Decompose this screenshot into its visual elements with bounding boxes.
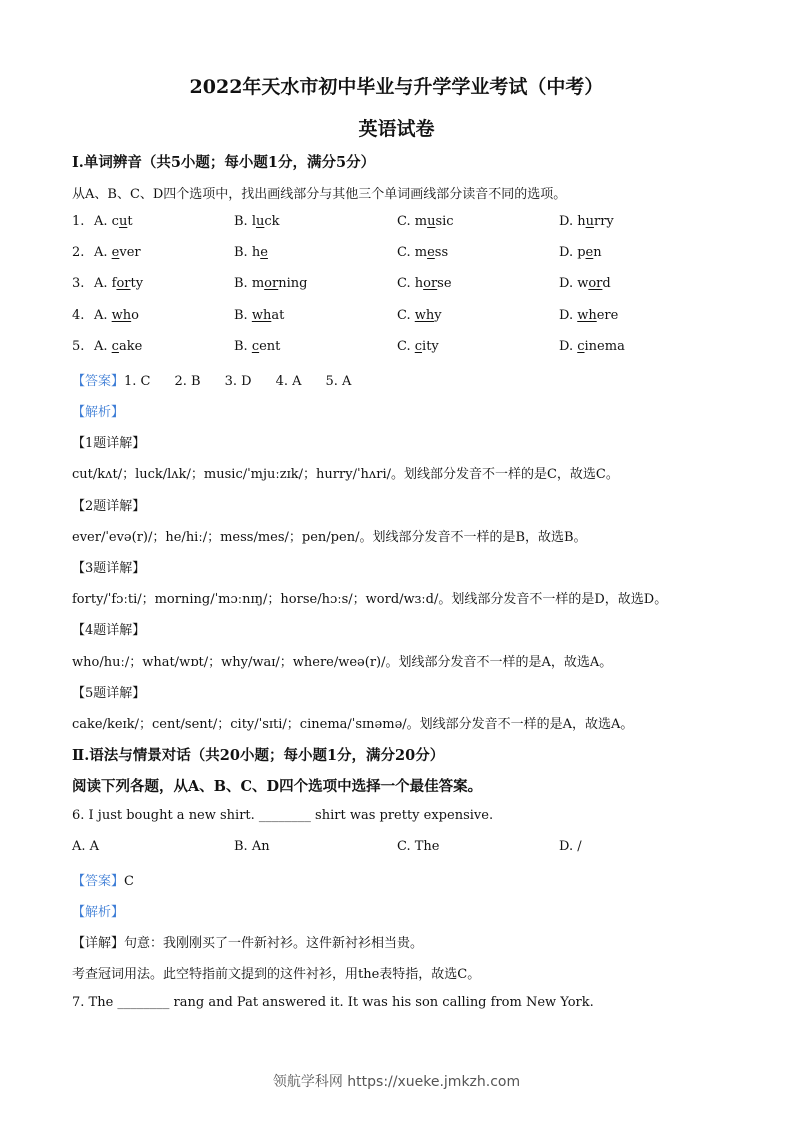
- option-c: [397, 276, 452, 291]
- option-text: o: [131, 308, 139, 323]
- option-b: [234, 308, 284, 323]
- option-text: at: [271, 308, 285, 323]
- option-d: D. /: [559, 839, 582, 854]
- option-text: se: [437, 276, 452, 291]
- option-a: [94, 339, 142, 354]
- option-c: [397, 214, 454, 229]
- option-c: [397, 308, 442, 323]
- option-text: A.: [94, 308, 112, 323]
- detail-label: 【3题详解】: [72, 561, 146, 576]
- answer-item: 2. B: [174, 374, 201, 389]
- underlined-letters: e: [260, 245, 268, 260]
- section2-heading: Ⅱ.语法与情景对话（共20小题；每小题1分，满分20分）: [72, 747, 445, 764]
- detail-text: cake/keɪk/；cent/sent/；city/ˈsɪti/；cinema/ˈsɪnəmə/。划线部分发音不一样的是A，故选A。: [72, 717, 634, 732]
- option-d: [559, 245, 602, 260]
- page-subtitle: 英语试卷: [358, 118, 435, 140]
- option-text: B. l: [234, 214, 256, 229]
- option-text: B. m: [234, 276, 265, 291]
- underlined-letters: or: [423, 276, 438, 291]
- underlined-letters: u: [118, 214, 128, 229]
- option-text: rry: [593, 214, 614, 229]
- option-b: [234, 245, 268, 260]
- detail-text: ever/ˈevə(r)/；he/hiː/；mess/mes/；pen/pen/。划线部分发音不一样的是B，故选B。: [72, 530, 587, 545]
- q6-detail-line: [72, 932, 423, 951]
- option-text: C. h: [397, 276, 424, 291]
- question-number: 3.: [72, 276, 85, 291]
- option-a: [94, 245, 141, 260]
- section1-heading: Ⅰ.单词辨音（共5小题；每小题1分，满分5分）: [72, 154, 376, 171]
- question-number: 2.: [72, 245, 85, 260]
- analysis-label: 【解析】: [72, 405, 125, 420]
- detail-label: 【2题详解】: [72, 499, 146, 514]
- option-text: d: [602, 276, 611, 291]
- underlined-letters: u: [585, 214, 594, 229]
- underlined-letters: wh: [414, 308, 435, 323]
- detail-label: 【5题详解】: [72, 686, 146, 701]
- option-text: inema: [584, 339, 625, 354]
- option-text: A.: [94, 245, 112, 260]
- underlined-letters: u: [427, 214, 436, 229]
- option-text: B.: [234, 308, 252, 323]
- option-text: C.: [397, 308, 415, 323]
- underlined-letters: e: [427, 245, 435, 260]
- option-text: D.: [559, 339, 578, 354]
- question-7-stem: 7. The ________ rang and Pat answered it. It was his son calling from New York.: [72, 995, 594, 1010]
- option-text: ck: [264, 214, 280, 229]
- option-text: y: [434, 308, 442, 323]
- option-text: C. m: [397, 245, 428, 260]
- answer-item: 1. C: [124, 374, 151, 389]
- underlined-letters: e: [585, 245, 594, 260]
- detail-label: 【4题详解】: [72, 623, 146, 638]
- option-text: B. h: [234, 245, 261, 260]
- option-d: [559, 308, 618, 323]
- answer-label: 【答案】: [72, 374, 125, 389]
- underlined-letters: or: [588, 276, 603, 291]
- option-a: [94, 214, 133, 229]
- option-b: [234, 276, 307, 291]
- answer-line: [72, 370, 351, 389]
- option-text: D. h: [559, 214, 586, 229]
- section2-instruction: 阅读下列各题，从A、B、C、D四个选项中选择一个最佳答案。: [72, 778, 483, 795]
- option-c: [397, 339, 439, 354]
- option-a: A. A: [72, 839, 100, 854]
- option-c: [397, 245, 448, 260]
- underlined-letters: or: [116, 276, 131, 291]
- option-text: n: [593, 245, 602, 260]
- option-text: ity: [422, 339, 439, 354]
- underlined-letters: wh: [251, 308, 272, 323]
- question-number: 1.: [72, 214, 85, 229]
- q6-explanation: 考查冠词用法。此空特指前文提到的这件衬衫，用the表特指，故选C。: [72, 967, 481, 982]
- option-text: A. c: [94, 214, 119, 229]
- footer-watermark: 领航学科网 https://xueke.jmkzh.com: [272, 1074, 521, 1090]
- answer-value: C: [124, 874, 134, 889]
- underlined-letters: or: [264, 276, 279, 291]
- question-6-stem: 6. I just bought a new shirt. ________ shirt was pretty expensive.: [72, 808, 494, 823]
- underlined-letters: c: [251, 339, 260, 354]
- underlined-letters: c: [111, 339, 119, 354]
- option-text: sic: [435, 214, 454, 229]
- option-b: B. An: [234, 839, 270, 854]
- underlined-letters: u: [255, 214, 265, 229]
- option-text: C.: [397, 339, 415, 354]
- option-text: ty: [130, 276, 144, 291]
- option-d: [559, 339, 625, 354]
- underlined-letters: wh: [577, 308, 597, 323]
- answer-item: 3. D: [224, 374, 252, 389]
- q6-answer-line: [72, 870, 134, 889]
- q6-analysis-label: 【解析】: [72, 905, 125, 920]
- option-b: [234, 339, 280, 354]
- section1-instruction: 从A、B、C、D四个选项中，找出画线部分与其他三个单词画线部分读音不同的选项。: [72, 187, 567, 202]
- detail-label: 【1题详解】: [72, 436, 146, 451]
- detail-text: who/huː/；what/wɒt/；why/waɪ/；where/weə(r)/。划线部分发音不一样的是A，故选A。: [72, 655, 613, 670]
- detail-label: 【详解】: [72, 936, 125, 951]
- answer-label: 【答案】: [72, 874, 125, 889]
- option-text: ake: [118, 339, 143, 354]
- option-text: A.: [94, 339, 112, 354]
- option-text: A. f: [94, 276, 117, 291]
- answer-item: 5. A: [325, 374, 352, 389]
- detail-text: cut/kʌt/；luck/lʌk/；music/ˈmjuːzɪk/；hurry/ˈhʌri/。划线部分发音不一样的是C，故选C。: [72, 467, 619, 482]
- option-a: [94, 276, 143, 291]
- option-b: [234, 214, 280, 229]
- option-text: t: [127, 214, 133, 229]
- underlined-letters: c: [414, 339, 423, 354]
- option-text: ent: [259, 339, 281, 354]
- option-text: D. p: [559, 245, 586, 260]
- question-number: 4.: [72, 308, 85, 323]
- option-text: ere: [596, 308, 619, 323]
- answer-item: 4. A: [275, 374, 302, 389]
- option-text: ss: [434, 245, 449, 260]
- option-text: B.: [234, 339, 252, 354]
- option-text: D. w: [559, 276, 589, 291]
- option-text: D.: [559, 308, 578, 323]
- detail-text: 句意：我刚刚买了一件新衬衫。这件新衬衫相当贵。: [124, 936, 424, 951]
- detail-text: forty/ˈfɔːti/；morning/ˈmɔːnɪŋ/；horse/hɔːs/；word/wɜːd/。划线部分发音不一样的是D，故选D。: [72, 592, 668, 607]
- option-a: [94, 308, 139, 323]
- option-text: ning: [278, 276, 308, 291]
- option-text: C. m: [397, 214, 428, 229]
- page-title: 2022年天水市初中毕业与升学学业考试（中考）: [189, 76, 604, 98]
- underlined-letters: wh: [111, 308, 132, 323]
- underlined-letters: e: [111, 245, 120, 260]
- option-c: C. The: [397, 839, 440, 854]
- option-d: [559, 214, 614, 229]
- underlined-letters: c: [577, 339, 585, 354]
- question-number: 5.: [72, 339, 85, 354]
- option-d: [559, 276, 611, 291]
- option-text: ver: [119, 245, 141, 260]
